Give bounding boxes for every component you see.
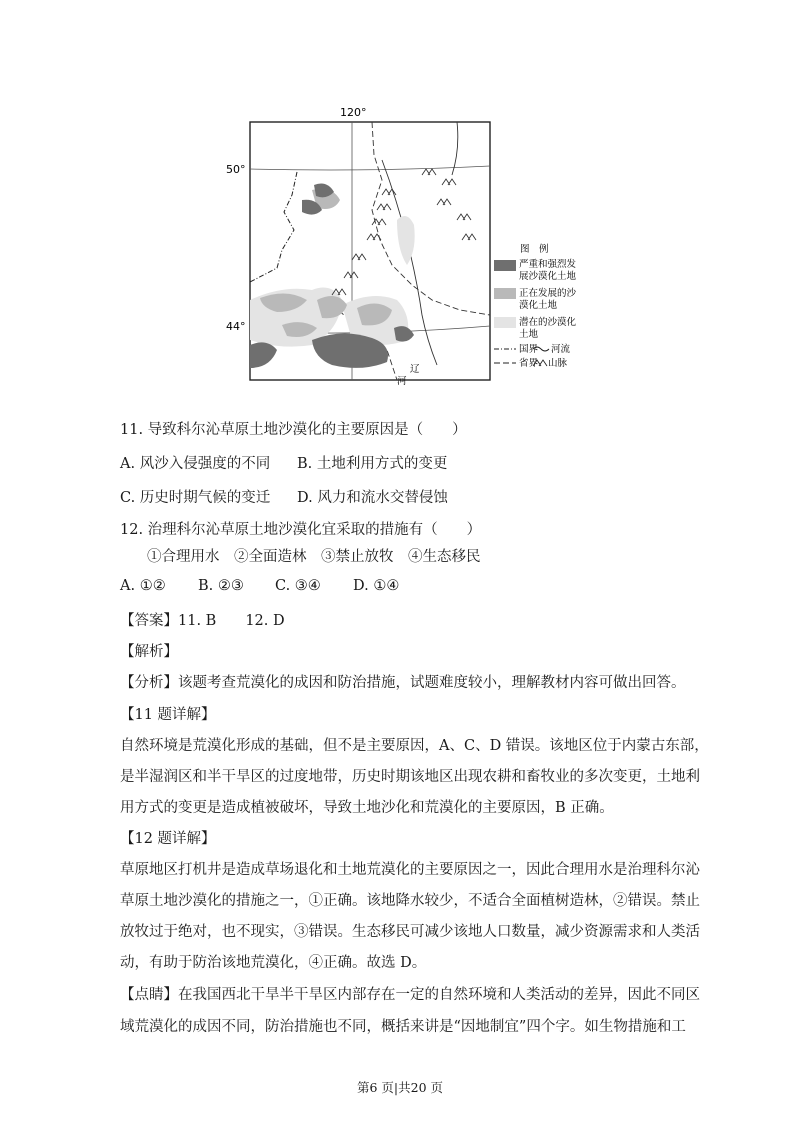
legend-potential-2: 土地 xyxy=(519,329,539,340)
lat-bottom-label: 44° xyxy=(226,320,246,333)
q12-option-d: D. ①④ xyxy=(353,578,400,594)
answer-line: 【答案】11. B 12. D xyxy=(120,613,285,629)
legend-potential-swatch xyxy=(494,317,516,328)
q12-option-c: C. ③④ xyxy=(275,578,321,594)
map-figure xyxy=(222,100,577,405)
legend-mountain: 山脉 xyxy=(548,358,568,369)
q11-stem: 11. 导致科尔沁草原土地沙漠化的主要原因是（ ） xyxy=(120,422,467,438)
q11-option-c: C. 历史时期气候的变迁 xyxy=(120,490,271,506)
fenxi-paragraph: 【分析】该题考查荒漠化的成因和防治措施，试题难度较小，理解教材内容可做出回答。 xyxy=(120,675,686,691)
legend-severe-1: 严重和强烈发 xyxy=(519,259,577,270)
lat-top-label: 50° xyxy=(226,163,246,176)
d11-line: 用方式的变更是造成植被破坏，导致土地沙化和荒漠化的主要原因，B 正确。 xyxy=(120,800,614,816)
legend-developing-swatch xyxy=(494,288,516,299)
q11-option-b: B. 土地利用方式的变更 xyxy=(297,456,448,472)
lon-label: 120° xyxy=(340,106,367,119)
map-legend xyxy=(494,243,577,369)
d12-line: 草原地区打机井是造成草场退化和土地荒漠化的主要原因之一，因此合理用水是治理科尔沁 xyxy=(120,862,700,878)
q12-option-a: A. ①② xyxy=(120,578,166,594)
river-label-2: 河 xyxy=(397,376,407,387)
legend-developing-2: 漠化土地 xyxy=(519,300,558,311)
dianjing-line: 【点睛】在我国西北干旱半干旱区内部存在一定的自然环境和人类活动的差异，因此不同区 xyxy=(120,987,700,1003)
d11-line: 是半湿润区和半干旱区的过度地带，历史时期该地区出现农耕和畜牧业的多次变更，土地利 xyxy=(120,769,700,785)
d11-heading: 【11 题详解】 xyxy=(120,707,216,723)
page-footer: 第6 页|共20 页 xyxy=(356,1080,444,1095)
dianjing-line: 域荒漠化的成因不同，防治措施也不同，概括来讲是“因地制宜”四个字。如生物措施和工 xyxy=(120,1019,686,1035)
d12-heading: 【12 题详解】 xyxy=(120,831,216,847)
d11-line: 自然环境是荒漠化形成的基础，但不是主要原因，A、C、D 错误。该地区位于内蒙古东部， xyxy=(120,738,709,754)
q12-option-b: B. ②③ xyxy=(198,578,244,594)
d12-line: 草原土地沙漠化的措施之一，①正确。该地降水较少，不适合全面植树造林，②错误。禁止 xyxy=(120,893,700,909)
river-label: 辽 xyxy=(410,364,420,375)
analysis-heading: 【解析】 xyxy=(120,644,178,660)
legend-severe-swatch xyxy=(494,260,516,271)
q12-stem: 12. 治理科尔沁草原土地沙漠化宜采取的措施有（ ） xyxy=(120,522,482,538)
legend-potential-1: 潜在的沙漠化 xyxy=(519,317,577,328)
legend-river: 河流 xyxy=(551,344,571,355)
legend-developing-1: 正在发展的沙 xyxy=(519,288,577,299)
d12-line: 放牧过于绝对，也不现实，③错误。生态移民可减少该地人口数量，减少资源需求和人类活 xyxy=(120,924,700,940)
q11-option-d: D. 风力和流水交替侵蚀 xyxy=(297,490,448,506)
q12-items: ①合理用水 ②全面造林 ③禁止放牧 ④生态移民 xyxy=(147,549,481,565)
d12-line: 动，有助于防治该地荒漠化，④正确。故选 D。 xyxy=(120,955,427,971)
legend-title: 图 例 xyxy=(520,244,549,255)
legend-border: 国界 xyxy=(519,344,539,355)
q11-option-a: A. 风沙入侵强度的不同 xyxy=(120,456,271,472)
legend-province: 省界 xyxy=(519,358,539,369)
legend-severe-2: 展沙漠化土地 xyxy=(519,271,577,282)
desertification-map xyxy=(222,100,577,405)
